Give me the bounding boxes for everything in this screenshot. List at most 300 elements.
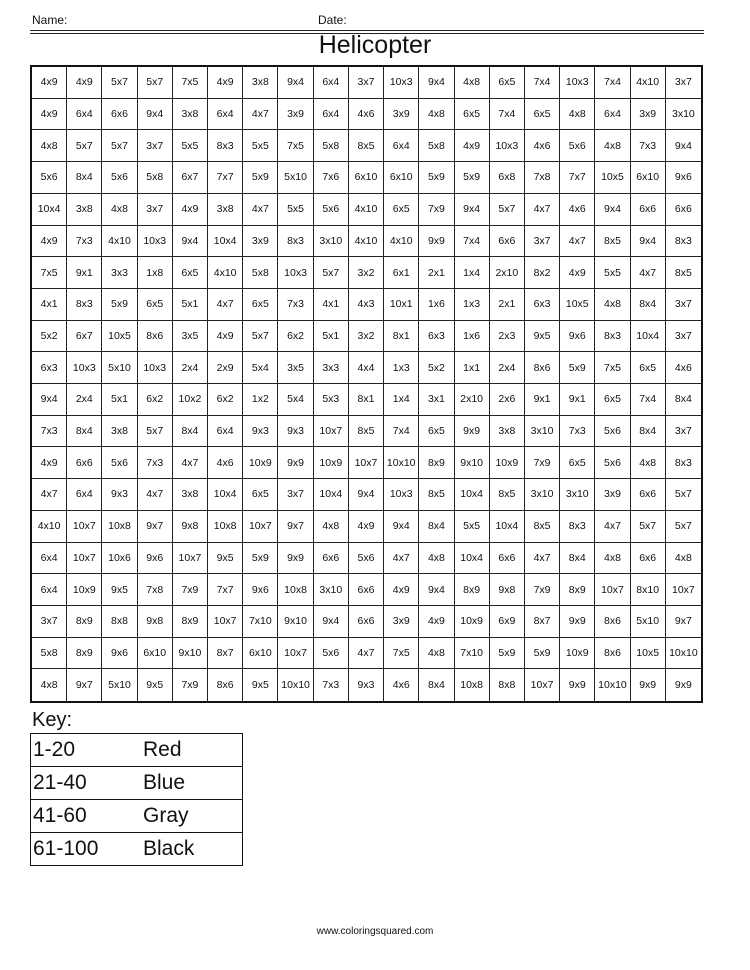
grid-cell: 7x3 (32, 416, 67, 448)
grid-cell: 4x7 (560, 226, 595, 258)
grid-cell: 1x3 (384, 352, 419, 384)
grid-cell: 7x4 (631, 384, 666, 416)
grid-cell: 8x3 (560, 511, 595, 543)
grid-cell: 4x8 (32, 130, 67, 162)
grid-cell: 6x5 (631, 352, 666, 384)
grid-cell: 2x9 (208, 352, 243, 384)
grid-cell: 10x3 (138, 352, 173, 384)
grid-cell: 10x7 (278, 638, 313, 670)
grid-cell: 2x1 (490, 289, 525, 321)
grid-cell: 9x5 (208, 543, 243, 575)
grid-cell: 5x7 (138, 67, 173, 99)
grid-cell: 3x3 (314, 352, 349, 384)
grid-cell: 6x4 (67, 99, 102, 131)
grid-cell: 6x3 (525, 289, 560, 321)
grid-cell: 4x7 (243, 99, 278, 131)
grid-cell: 5x1 (102, 384, 137, 416)
grid-cell: 3x9 (243, 226, 278, 258)
grid-cell: 3x10 (314, 574, 349, 606)
grid-cell: 3x8 (490, 416, 525, 448)
grid-cell: 9x4 (384, 511, 419, 543)
grid-cell: 5x9 (525, 638, 560, 670)
grid-cell: 4x8 (595, 543, 630, 575)
grid-cell: 9x8 (490, 574, 525, 606)
grid-cell: 5x7 (138, 416, 173, 448)
grid-cell: 5x5 (173, 130, 208, 162)
grid-cell: 8x5 (666, 257, 701, 289)
grid-cell: 6x5 (138, 289, 173, 321)
grid-cell: 9x6 (243, 574, 278, 606)
grid-cell: 10x4 (455, 479, 490, 511)
grid-cell: 10x1 (384, 289, 419, 321)
grid-cell: 8x2 (525, 257, 560, 289)
grid-cell: 10x7 (243, 511, 278, 543)
grid-cell: 6x10 (138, 638, 173, 670)
grid-cell: 1x3 (455, 289, 490, 321)
grid-cell: 10x9 (243, 447, 278, 479)
grid-cell: 3x9 (384, 99, 419, 131)
grid-cell: 5x5 (278, 194, 313, 226)
grid-cell: 8x3 (67, 289, 102, 321)
grid-cell: 5x7 (314, 257, 349, 289)
grid-cell: 10x7 (349, 447, 384, 479)
grid-cell: 6x3 (419, 321, 454, 353)
footer-url: www.coloringsquared.com (316, 926, 434, 937)
grid-cell: 7x9 (419, 194, 454, 226)
grid-cell: 9x7 (278, 511, 313, 543)
grid-cell: 6x4 (384, 130, 419, 162)
grid-cell: 9x4 (349, 479, 384, 511)
grid-cell: 4x10 (631, 67, 666, 99)
grid-cell: 9x1 (525, 384, 560, 416)
grid-cell: 7x3 (314, 669, 349, 701)
grid-cell: 8x4 (419, 669, 454, 701)
grid-cell: 8x5 (490, 479, 525, 511)
grid-cell: 3x10 (525, 479, 560, 511)
grid-cell: 10x3 (67, 352, 102, 384)
grid-cell: 5x5 (595, 257, 630, 289)
grid-cell: 4x6 (349, 99, 384, 131)
grid-cell: 5x8 (243, 257, 278, 289)
grid-cell: 7x7 (208, 162, 243, 194)
grid-cell: 10x4 (490, 511, 525, 543)
grid-cell: 7x3 (631, 130, 666, 162)
page-title: Helicopter (318, 31, 432, 59)
grid-cell: 3x5 (173, 321, 208, 353)
grid-cell: 6x5 (560, 447, 595, 479)
grid-cell: 7x8 (138, 574, 173, 606)
grid-cell: 1x6 (419, 289, 454, 321)
grid-cell: 5x6 (595, 416, 630, 448)
grid-cell: 7x4 (525, 67, 560, 99)
grid-cell: 9x4 (666, 130, 701, 162)
grid-cell: 5x9 (419, 162, 454, 194)
grid-cell: 6x10 (243, 638, 278, 670)
grid-cell: 10x5 (102, 321, 137, 353)
grid-cell: 10x4 (32, 194, 67, 226)
grid-cell: 9x9 (560, 606, 595, 638)
grid-cell: 5x10 (102, 669, 137, 701)
grid-cell: 6x6 (490, 226, 525, 258)
grid-cell: 8x9 (173, 606, 208, 638)
grid-cell: 6x8 (490, 162, 525, 194)
grid-cell: 8x4 (67, 416, 102, 448)
grid-cell: 10x4 (208, 226, 243, 258)
grid-cell: 6x5 (419, 416, 454, 448)
grid-cell: 9x9 (455, 416, 490, 448)
grid-cell: 8x4 (666, 384, 701, 416)
grid-cell: 4x6 (384, 669, 419, 701)
grid-cell: 3x7 (525, 226, 560, 258)
grid-cell: 9x5 (525, 321, 560, 353)
grid-cell: 5x6 (314, 638, 349, 670)
grid-cell: 4x9 (173, 194, 208, 226)
key-row (31, 833, 242, 865)
grid-cell: 2x4 (490, 352, 525, 384)
grid-cell: 3x7 (278, 479, 313, 511)
grid-cell: 10x4 (455, 543, 490, 575)
grid-cell: 5x7 (102, 130, 137, 162)
grid-cell: 6x5 (173, 257, 208, 289)
grid-cell: 10x9 (455, 606, 490, 638)
grid-cell: 2x10 (455, 384, 490, 416)
grid-cell: 3x10 (314, 226, 349, 258)
grid-cell: 9x5 (102, 574, 137, 606)
grid-cell: 9x4 (419, 574, 454, 606)
grid-cell: 10x2 (173, 384, 208, 416)
grid-cell: 6x5 (455, 99, 490, 131)
grid-cell: 3x10 (666, 99, 701, 131)
grid-cell: 6x10 (384, 162, 419, 194)
date-label: Date: (318, 13, 347, 27)
grid-cell: 8x5 (419, 479, 454, 511)
multiplication-grid (30, 65, 703, 703)
grid-cell: 5x7 (67, 130, 102, 162)
grid-cell: 1x4 (455, 257, 490, 289)
grid-cell: 10x7 (173, 543, 208, 575)
grid-cell: 2x1 (419, 257, 454, 289)
grid-cell: 5x6 (560, 130, 595, 162)
grid-cell: 3x7 (138, 194, 173, 226)
grid-cell: 9x6 (560, 321, 595, 353)
grid-cell: 3x8 (102, 416, 137, 448)
grid-cell: 4x6 (525, 130, 560, 162)
grid-cell: 5x8 (32, 638, 67, 670)
grid-cell: 6x4 (67, 479, 102, 511)
grid-cell: 10x3 (560, 67, 595, 99)
grid-cell: 9x9 (278, 543, 313, 575)
grid-cell: 8x6 (525, 352, 560, 384)
grid-cell: 6x3 (32, 352, 67, 384)
grid-cell: 8x9 (560, 574, 595, 606)
grid-cell: 4x9 (560, 257, 595, 289)
grid-cell: 10x4 (631, 321, 666, 353)
grid-cell: 3x10 (525, 416, 560, 448)
grid-cell: 6x6 (631, 194, 666, 226)
key-range: 1-20 (33, 738, 76, 761)
key-color: Black (143, 837, 195, 860)
grid-cell: 6x6 (67, 447, 102, 479)
grid-cell: 8x5 (349, 416, 384, 448)
grid-cell: 4x10 (32, 511, 67, 543)
grid-cell: 10x3 (138, 226, 173, 258)
grid-cell: 3x8 (173, 99, 208, 131)
grid-cell: 6x6 (102, 99, 137, 131)
grid-cell: 7x9 (173, 574, 208, 606)
grid-cell: 6x6 (631, 543, 666, 575)
grid-cell: 4x7 (138, 479, 173, 511)
grid-cell: 4x6 (208, 447, 243, 479)
grid-cell: 9x8 (173, 511, 208, 543)
grid-cell: 6x2 (278, 321, 313, 353)
grid-cell: 9x4 (173, 226, 208, 258)
grid-cell: 5x1 (314, 321, 349, 353)
key-label: Key: (32, 709, 73, 731)
grid-cell: 4x8 (560, 99, 595, 131)
grid-cell: 8x5 (595, 226, 630, 258)
grid-cell: 8x4 (560, 543, 595, 575)
grid-cell: 6x4 (32, 574, 67, 606)
grid-cell: 9x6 (666, 162, 701, 194)
grid-cell: 3x10 (560, 479, 595, 511)
grid-cell: 3x7 (138, 130, 173, 162)
grid-cell: 10x7 (595, 574, 630, 606)
grid-cell: 4x4 (349, 352, 384, 384)
grid-cell: 9x4 (32, 384, 67, 416)
grid-cell: 8x6 (595, 638, 630, 670)
grid-cell: 5x9 (243, 162, 278, 194)
grid-cell: 10x3 (278, 257, 313, 289)
grid-cell: 7x4 (490, 99, 525, 131)
grid-cell: 4x1 (314, 289, 349, 321)
grid-cell: 5x9 (102, 289, 137, 321)
grid-cell: 3x9 (384, 606, 419, 638)
grid-cell: 5x10 (278, 162, 313, 194)
grid-cell: 10x7 (525, 669, 560, 701)
grid-cell: 5x7 (490, 194, 525, 226)
grid-cell: 3x8 (208, 194, 243, 226)
grid-cell: 9x7 (666, 606, 701, 638)
grid-cell: 7x3 (560, 416, 595, 448)
grid-cell: 4x9 (455, 130, 490, 162)
grid-cell: 6x6 (490, 543, 525, 575)
grid-cell: 6x9 (490, 606, 525, 638)
grid-cell: 4x9 (208, 67, 243, 99)
grid-cell: 8x4 (631, 289, 666, 321)
grid-cell: 8x4 (631, 416, 666, 448)
grid-cell: 10x10 (278, 669, 313, 701)
grid-cell: 5x4 (278, 384, 313, 416)
grid-cell: 4x8 (595, 130, 630, 162)
grid-cell: 3x7 (349, 67, 384, 99)
grid-cell: 6x5 (243, 479, 278, 511)
grid-cell: 9x9 (560, 669, 595, 701)
grid-cell: 7x3 (138, 447, 173, 479)
grid-cell: 4x7 (595, 511, 630, 543)
grid-cell: 8x4 (67, 162, 102, 194)
grid-cell: 9x4 (278, 67, 313, 99)
grid-cell: 5x9 (560, 352, 595, 384)
key-row (31, 767, 242, 800)
grid-cell: 2x10 (490, 257, 525, 289)
grid-cell: 9x6 (138, 543, 173, 575)
grid-cell: 3x9 (595, 479, 630, 511)
grid-cell: 5x7 (243, 321, 278, 353)
grid-cell: 5x6 (595, 447, 630, 479)
grid-cell: 9x5 (243, 669, 278, 701)
grid-cell: 10x10 (666, 638, 701, 670)
grid-cell: 4x7 (349, 638, 384, 670)
key-range: 41-60 (33, 804, 87, 827)
grid-cell: 4x8 (631, 447, 666, 479)
grid-cell: 10x9 (560, 638, 595, 670)
grid-cell: 10x3 (384, 479, 419, 511)
grid-cell: 4x9 (419, 606, 454, 638)
grid-cell: 10x8 (208, 511, 243, 543)
grid-cell: 6x10 (631, 162, 666, 194)
grid-cell: 4x8 (419, 99, 454, 131)
grid-cell: 9x5 (138, 669, 173, 701)
grid-cell: 8x10 (631, 574, 666, 606)
grid-cell: 8x9 (455, 574, 490, 606)
grid-cell: 5x10 (102, 352, 137, 384)
grid-cell: 6x6 (349, 606, 384, 638)
grid-cell: 9x10 (173, 638, 208, 670)
grid-cell: 4x8 (314, 511, 349, 543)
grid-cell: 9x3 (278, 416, 313, 448)
grid-cell: 1x1 (455, 352, 490, 384)
grid-cell: 4x8 (455, 67, 490, 99)
grid-cell: 2x3 (490, 321, 525, 353)
grid-cell: 9x9 (631, 669, 666, 701)
grid-cell: 9x3 (243, 416, 278, 448)
grid-cell: 9x9 (419, 226, 454, 258)
grid-cell: 8x3 (595, 321, 630, 353)
grid-cell: 5x6 (314, 194, 349, 226)
grid-cell: 4x10 (208, 257, 243, 289)
grid-cell: 10x7 (666, 574, 701, 606)
grid-cell: 4x10 (102, 226, 137, 258)
grid-cell: 9x6 (102, 638, 137, 670)
grid-cell: 9x4 (595, 194, 630, 226)
key-color: Red (143, 738, 182, 761)
grid-cell: 1x6 (455, 321, 490, 353)
name-label: Name: (32, 13, 68, 27)
grid-cell: 9x10 (455, 447, 490, 479)
grid-cell: 5x5 (455, 511, 490, 543)
grid-cell: 10x8 (455, 669, 490, 701)
grid-cell: 6x5 (384, 194, 419, 226)
grid-cell: 8x1 (349, 384, 384, 416)
grid-cell: 8x9 (67, 606, 102, 638)
grid-cell: 5x6 (349, 543, 384, 575)
grid-cell: 7x9 (173, 669, 208, 701)
grid-cell: 7x5 (32, 257, 67, 289)
grid-cell: 9x3 (102, 479, 137, 511)
grid-cell: 9x4 (455, 194, 490, 226)
grid-cell: 5x7 (631, 511, 666, 543)
grid-cell: 4x10 (349, 194, 384, 226)
key-color: Gray (143, 804, 189, 827)
grid-cell: 5x2 (419, 352, 454, 384)
grid-cell: 3x5 (278, 352, 313, 384)
grid-cell: 9x3 (349, 669, 384, 701)
grid-cell: 2x4 (173, 352, 208, 384)
grid-cell: 4x8 (419, 638, 454, 670)
grid-cell: 4x10 (384, 226, 419, 258)
grid-cell: 5x4 (243, 352, 278, 384)
grid-cell: 8x9 (419, 447, 454, 479)
grid-cell: 8x3 (208, 130, 243, 162)
grid-cell: 5x9 (490, 638, 525, 670)
grid-cell: 3x2 (349, 257, 384, 289)
grid-cell: 10x8 (102, 511, 137, 543)
grid-cell: 4x9 (32, 99, 67, 131)
grid-cell: 10x7 (67, 511, 102, 543)
grid-cell: 2x6 (490, 384, 525, 416)
grid-cell: 8x3 (666, 447, 701, 479)
grid-cell: 3x9 (278, 99, 313, 131)
grid-cell: 5x5 (243, 130, 278, 162)
grid-cell: 3x8 (243, 67, 278, 99)
grid-cell: 8x8 (102, 606, 137, 638)
grid-cell: 7x7 (208, 574, 243, 606)
grid-cell: 7x5 (173, 67, 208, 99)
key-range: 61-100 (33, 837, 99, 860)
grid-cell: 9x4 (138, 99, 173, 131)
grid-cell: 6x4 (208, 99, 243, 131)
grid-cell: 9x9 (278, 447, 313, 479)
grid-cell: 10x10 (384, 447, 419, 479)
grid-cell: 7x10 (243, 606, 278, 638)
grid-cell: 6x5 (490, 67, 525, 99)
grid-cell: 4x3 (349, 289, 384, 321)
grid-cell: 3x7 (666, 321, 701, 353)
grid-cell: 6x6 (666, 194, 701, 226)
grid-cell: 8x7 (525, 606, 560, 638)
grid-cell: 6x2 (208, 384, 243, 416)
grid-cell: 8x3 (278, 226, 313, 258)
grid-cell: 4x1 (32, 289, 67, 321)
grid-cell: 10x6 (102, 543, 137, 575)
grid-cell: 9x4 (631, 226, 666, 258)
grid-cell: 1x2 (243, 384, 278, 416)
grid-cell: 7x4 (595, 67, 630, 99)
grid-cell: 8x6 (138, 321, 173, 353)
grid-cell: 7x4 (384, 416, 419, 448)
grid-cell: 7x5 (384, 638, 419, 670)
grid-cell: 5x8 (138, 162, 173, 194)
grid-cell: 6x5 (595, 384, 630, 416)
grid-cell: 6x7 (173, 162, 208, 194)
grid-cell: 9x4 (419, 67, 454, 99)
grid-cell: 5x2 (32, 321, 67, 353)
grid-cell: 6x6 (631, 479, 666, 511)
grid-cell: 10x9 (67, 574, 102, 606)
color-key-table (30, 733, 243, 866)
key-row (31, 800, 242, 833)
grid-cell: 8x8 (490, 669, 525, 701)
grid-cell: 8x9 (67, 638, 102, 670)
grid-cell: 9x9 (674, 679, 692, 692)
grid-cell: 4x7 (384, 543, 419, 575)
grid-cell: 6x4 (32, 543, 67, 575)
grid-cell: 3x8 (173, 479, 208, 511)
grid-cell: 7x6 (314, 162, 349, 194)
grid-cell: 10x7 (208, 606, 243, 638)
grid-cell: 6x7 (67, 321, 102, 353)
grid-cell: 4x8 (102, 194, 137, 226)
